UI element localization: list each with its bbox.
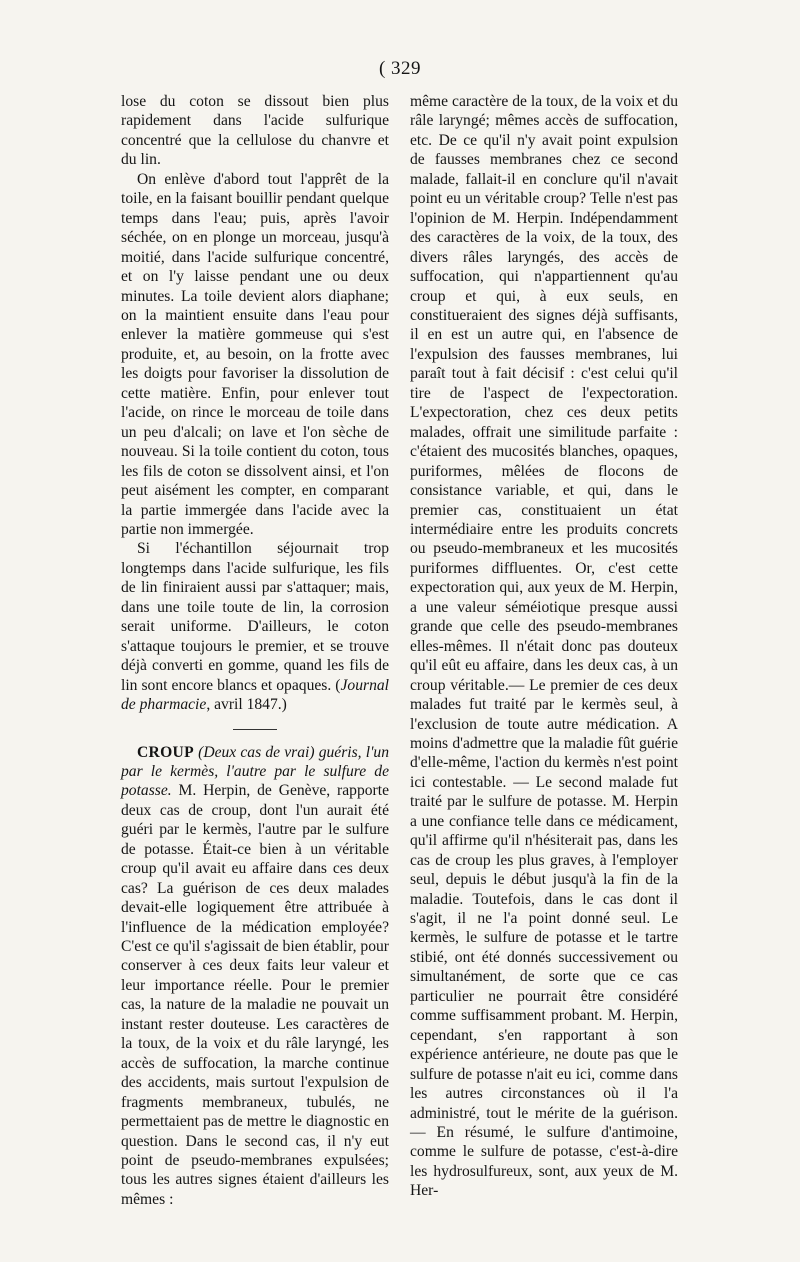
right-column: [410, 92, 678, 1201]
left-column: [121, 92, 389, 1209]
paragraph-continuation: lose du coton se dissout bien plus rapidement dans l'acide sulfurique concentré que la cellulose du chanvre et du lin.: [121, 93, 389, 169]
page-number: ( 329: [378, 58, 422, 79]
journal-source: Journal de pharmacie: [121, 676, 389, 714]
note-text: Si l'échantillon séjournait trop longtemps dans l'acide sulfurique, les fils de lin finiraient aussi par s'attaquer; mais, dans une toile toute de lin, la corrosion serait uniforme. D'ailleurs, le coton s'attaque toujours le premier, et se trouve déjà converti en gomme, quand les fils de lin sont encore blancs et opaques. (: [121, 540, 389, 694]
paragraph-right: même caractère de la toux, de la voix et du râle laryngé; mêmes accès de suffocation, etc. De ce qu'il n'y avait point expulsion de fausses membranes chez ce second malade, fallait-il en conclure qu'il n'avait point eu un véritable croup? Telle n'est pas l'opinion de M. Herpin. Indépendamment des caractères de la voix, de la toux, des divers râles laryngés, des accès de suffocation, qui n'appartiennent qu'au croup et qui, à eux seuls, en constitueraient des signes déjà suffisants, il en est un autre qui, en l'absence de l'expulsion des fausses membranes, lui paraît tout à fait décisif : c'est celui qu'il tire de l'aspect de l'expectoration. L'expectoration, chez ces deux petits malades, offrait une similitude parfaite : c'étaient des mucosités blanches, opaques, puriformes, mêlées de flocons de consistance variable, et qui, dans le premier cas, constituaient un état intermédiaire entre les produits concrets ou pseudo-membraneux et les mucosités puriformes diffluentes. Or, c'est cette expectoration qui, aux yeux de M. Herpin, a une valeur séméiotique presque aussi grande que celle des pseudo-membranes elles-mêmes. Il n'était donc pas douteux qu'il eût eu affaire, dans les deux cas, à un croup véritable.— Le premier de ces deux malades fut traité par le kermès seul, à l'exclusion de toute autre médication. A moins d'admettre que la maladie fût guérie d'elle-même, l'action du kermès n'est point ici contestable. — Le second malade fut traité par le sulfure de potasse. M. Herpin a une confiance telle dans ce médicament, qu'il affirme qu'il n'hésiterait pas, dans les cas de croup les plus graves, à l'employer seul, depuis le début jusqu'à la fin de la maladie. Toutefois, dans le cas dont il s'agit, il ne l'a point donné seul. Le kermès, le sulfure de potasse et le tartre stibié, ont été donnés successivement ou simultanément, de sorte que ce cas particulier ne pourrait être considéré comme suffisamment probant. M. Herpin, cependant, s'en rapportant à son expérience antérieure, ne doute pas que le sulfure de potasse n'ait eu ici, comme dans les autres circonstances où il l'a administré, tout le mérite de la guérison. — En résumé, le sulfure d'antimoine, comme le sulfure de potasse, c'est-à-dire les hydrosulfureux, sont, aux yeux de M. Her-: [410, 93, 678, 1200]
section-separator: [233, 729, 277, 730]
croup-subtitle: (Deux cas de vrai) guéris, l'un par le kermès, l'autre par le sulfure de potasse.: [121, 743, 389, 800]
croup-heading: CROUP: [137, 743, 194, 761]
paragraph-croup: [121, 743, 389, 1210]
croup-text: M. Herpin, de Genève, rapporte deux cas de croup, dont l'un aurait été guéri par le kermès, l'autre par le sulfure de potasse. Était-ce bien à un véritable croup qu'il avait eu affaire dans ces deux cas? La guérison de ces deux malades devait-elle logiquement être attribuée à l'influence de la médication employée? C'est ce qu'il s'agissait de bien établir, pour conserver à ces deux faits leur valeur et leur importance réelle. Pour le premier cas, la nature de la maladie ne pouvait un instant rester douteuse. Les caractères de la toux, de la voix et du râle laryngé, les accès de suffocation, la marche continue des accidents, mais surtout l'expulsion de fragments membraneux, tubulés, ne permettaient pas de mettre le diagnostic en question. Dans le second cas, il n'y eut point de pseudo-membranes expulsées; tous les autres signes étaient d'ailleurs les mêmes :: [121, 782, 389, 1208]
paragraph-note: [121, 539, 389, 714]
paragraph-method: On enlève d'abord tout l'apprêt de la toile, en la faisant bouillir pendant quelque temps dans l'eau; puis, après l'avoir séchée, on en plonge un morceau, jusqu'à moitié, dans l'acide sulfurique concentré, et on l'y laisse pendant une ou deux minutes. La toile devient alors diaphane; on la maintient ensuite dans l'eau pour enlever la matière gommeuse qui s'est produite, et, au besoin, on la frotte avec les doigts pour favoriser la dissolution de cette matière. Enfin, pour enlever tout l'acide, on rince le morceau de toile dans un peu d'alcali; on lave et l'on sèche de nouveau. Si la toile contient du coton, tous les fils de coton se dissolvent ainsi, et l'on peut aisément les compter, en comparant la partie immergée dans l'acide avec la partie non immergée.: [121, 170, 389, 538]
journal-date: , avril 1847.): [206, 696, 287, 714]
